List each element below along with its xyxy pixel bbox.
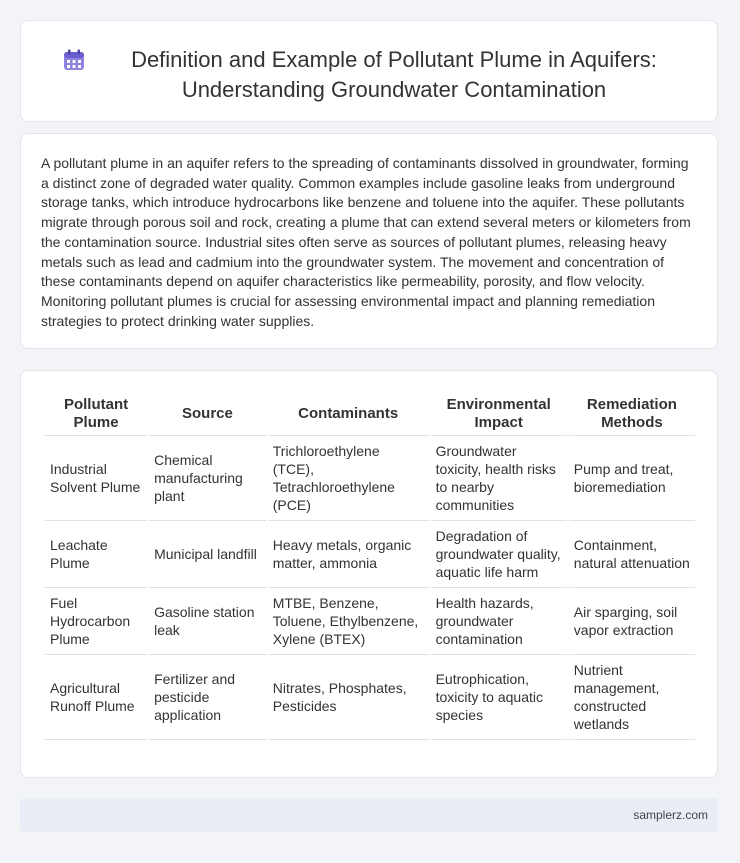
cell-source: Fertilizer and pesticide application — [149, 654, 266, 740]
cell-remediation: Nutrient management, constructed wetlands — [569, 654, 695, 740]
cell-plume: Leachate Plume — [45, 520, 147, 587]
header-contaminants: Contaminants — [298, 405, 399, 422]
cell-impact: Degradation of groundwater quality, aquatic life harm — [431, 520, 567, 587]
table-row — [45, 587, 695, 654]
page-title: Definition and Example of Pollutant Plume in Aquifers: Understanding Groundwater Contamination — [131, 47, 657, 102]
cell-source: Chemical manufacturing plant — [149, 435, 266, 520]
cell-contaminants: Trichloroethylene (TCE), Tetrachloroethylene (PCE) — [268, 435, 429, 520]
cell-remediation: Air sparging, soil vapor extraction — [569, 587, 695, 654]
header-source: Source — [181, 405, 233, 422]
cell-contaminants: Nitrates, Phosphates, Pesticides — [268, 654, 429, 740]
description-card — [20, 133, 718, 349]
header-remediation-methods: Remediation Methods — [586, 396, 677, 431]
header-pollutant-plume: Pollutant Plume — [63, 396, 129, 431]
cell-plume: Fuel Hydrocarbon Plume — [45, 587, 147, 654]
cell-contaminants: MTBE, Benzene, Toluene, Ethylbenzene, Xylene (BTEX) — [268, 587, 429, 654]
footer-bar — [20, 798, 718, 832]
cell-plume: Industrial Solvent Plume — [45, 435, 147, 520]
table-row — [45, 520, 695, 587]
cell-impact: Health hazards, groundwater contamination — [431, 587, 567, 654]
table-header-row — [45, 391, 695, 435]
description-paragraph: A pollutant plume in an aquifer refers to the spreading of contaminants dissolved in groundwater, forming a distinct zone of degraded water quality. Common examples include gasoline leaks from underground storage tanks, which introduce hydrocarbons like benzene and toluene into the aquifer. These pollutants migrate through porous soil and rock, creating a plume that can extend several meters or kilometers from the contamination source. Industrial sites often serve as sources of pollutant plumes, releasing heavy metals such as lead and cadmium into the groundwater system. The movement and concentration of these contaminants depend on aquifer characteristics like permeability, porosity, and flow velocity. Monitoring pollutant plumes is crucial for assessing environmental impact and planning remediation strategies to protect drinking water supplies. — [41, 155, 691, 329]
title-card — [20, 20, 718, 122]
header-environmental-impact: Environmental Impact — [446, 396, 551, 431]
table-card — [20, 370, 718, 778]
cell-impact: Groundwater toxicity, health risks to nearby communities — [431, 435, 567, 520]
cell-source: Municipal landfill — [149, 520, 266, 587]
cell-impact: Eutrophication, toxicity to aquatic species — [431, 654, 567, 740]
cell-remediation: Pump and treat, bioremediation — [569, 435, 695, 520]
cell-remediation: Containment, natural attenuation — [569, 520, 695, 587]
table-row — [45, 435, 695, 520]
footer-site-link[interactable]: samplerz.com — [633, 808, 708, 822]
table-row — [45, 654, 695, 740]
cell-plume: Agricultural Runoff Plume — [45, 654, 147, 740]
cell-contaminants: Heavy metals, organic matter, ammonia — [268, 520, 429, 587]
pollutant-table — [43, 391, 697, 740]
cell-source: Gasoline station leak — [149, 587, 266, 654]
